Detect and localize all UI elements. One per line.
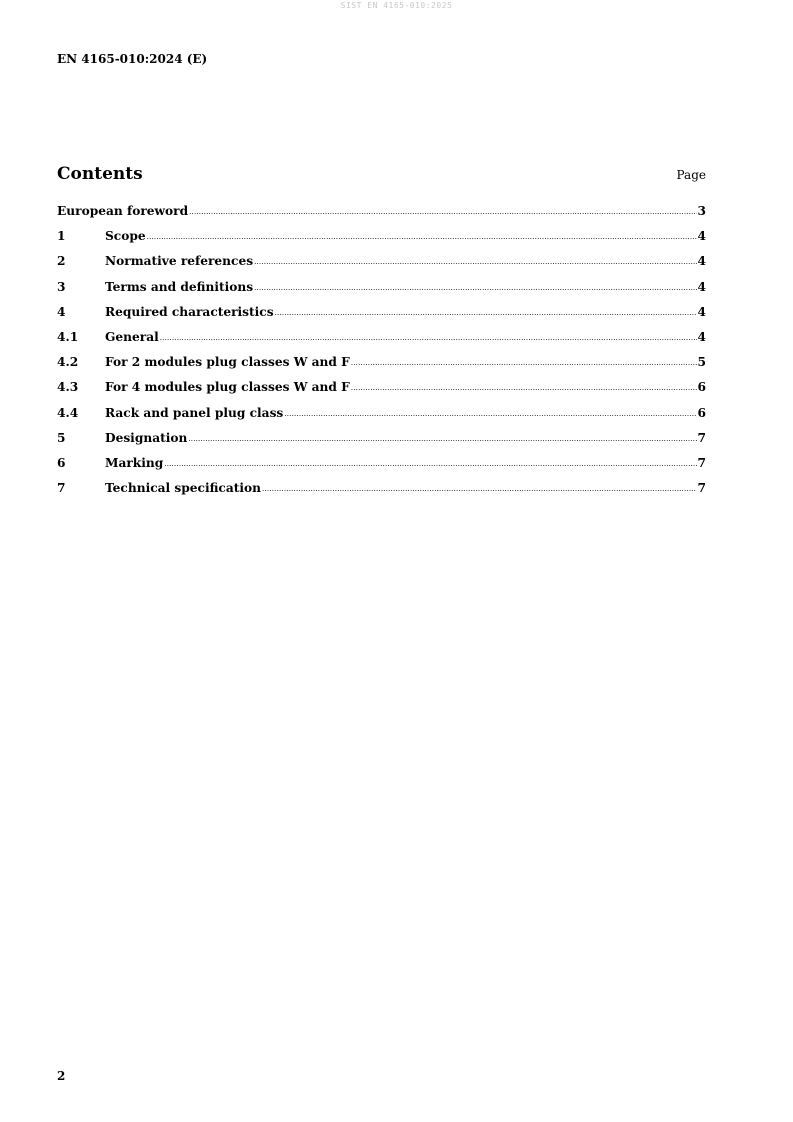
toc-leader-dots [275,309,697,317]
toc-entry-page: 5 [697,355,706,370]
toc-entry-title: For 2 modules plug classes W and F [105,355,350,370]
toc-entry-title: Normative references [105,254,254,269]
toc-entry-required-characteristics[interactable] [57,305,706,330]
toc-entry-designation[interactable] [57,431,706,456]
toc-entry-number: 4 [57,304,66,319]
toc-entry-page: 6 [697,380,706,395]
toc-entry-page: 4 [697,329,706,344]
toc-entry-scope[interactable] [57,229,706,254]
toc-leader-dots [164,460,696,468]
toc-entry-number: 1 [57,229,66,244]
toc-leader-dots [188,435,696,443]
toc-entry-title: Required characteristics [105,304,274,319]
toc-entry-title: Scope [105,229,146,244]
toc-entry-normative-references[interactable] [57,254,706,279]
table-of-contents [57,204,706,506]
toc-entry-number: 4.3 [57,380,79,395]
toc-entry-title: Technical specification [105,481,262,496]
watermark: SIST EN 4165-010:2025 [340,1,453,10]
toc-entry-page: 6 [697,405,706,420]
toc-entry-page: 4 [697,304,706,319]
toc-entry-number: 4.2 [57,355,79,370]
toc-entry-number: 3 [57,279,66,294]
toc-entry-2-modules-plug[interactable] [57,355,706,380]
toc-entry-page: 4 [697,279,706,294]
toc-entry-page: 4 [697,229,706,244]
toc-entry-page: 3 [697,204,706,218]
toc-entry-number: 5 [57,430,66,445]
toc-entry-number: 4.4 [57,405,79,420]
toc-entry-terms-and-definitions[interactable] [57,280,706,305]
toc-entry-title: General [105,329,159,344]
toc-entry-title: For 4 modules plug classes W and F [105,380,350,395]
toc-entry-4-modules-plug[interactable] [57,380,706,405]
page-column-label: Page [676,168,706,182]
toc-entry-page: 4 [697,254,706,269]
toc-leader-dots [160,334,697,342]
toc-entry-title: Rack and panel plug class [105,405,284,420]
toc-entry-title: Designation [105,430,188,445]
toc-leader-dots [189,208,696,216]
page-number: 2 [57,1069,66,1083]
contents-heading: Contents [57,164,143,184]
toc-leader-dots [262,485,697,493]
toc-leader-dots [147,233,697,241]
toc-entry-rack-and-panel[interactable] [57,406,706,431]
toc-entry-page: 7 [697,430,706,445]
toc-leader-dots [254,258,696,266]
toc-entry-page: 7 [697,481,706,496]
toc-leader-dots [351,384,697,392]
toc-entry-title: European foreword [57,204,189,218]
toc-leader-dots [254,284,696,292]
toc-entry-number: 4.1 [57,329,79,344]
toc-entry-foreword[interactable] [57,204,706,229]
toc-entry-technical-specification[interactable] [57,481,706,506]
toc-leader-dots [284,410,696,418]
toc-entry-title: Terms and definitions [105,279,254,294]
toc-leader-dots [351,359,697,367]
toc-entry-number: 6 [57,455,66,470]
document-header: EN 4165-010:2024 (E) [57,52,208,66]
toc-entry-general[interactable] [57,330,706,355]
toc-entry-number: 7 [57,481,66,496]
toc-entry-number: 2 [57,254,66,269]
toc-entry-title: Marking [105,455,164,470]
toc-entry-marking[interactable] [57,456,706,481]
toc-entry-page: 7 [697,455,706,470]
